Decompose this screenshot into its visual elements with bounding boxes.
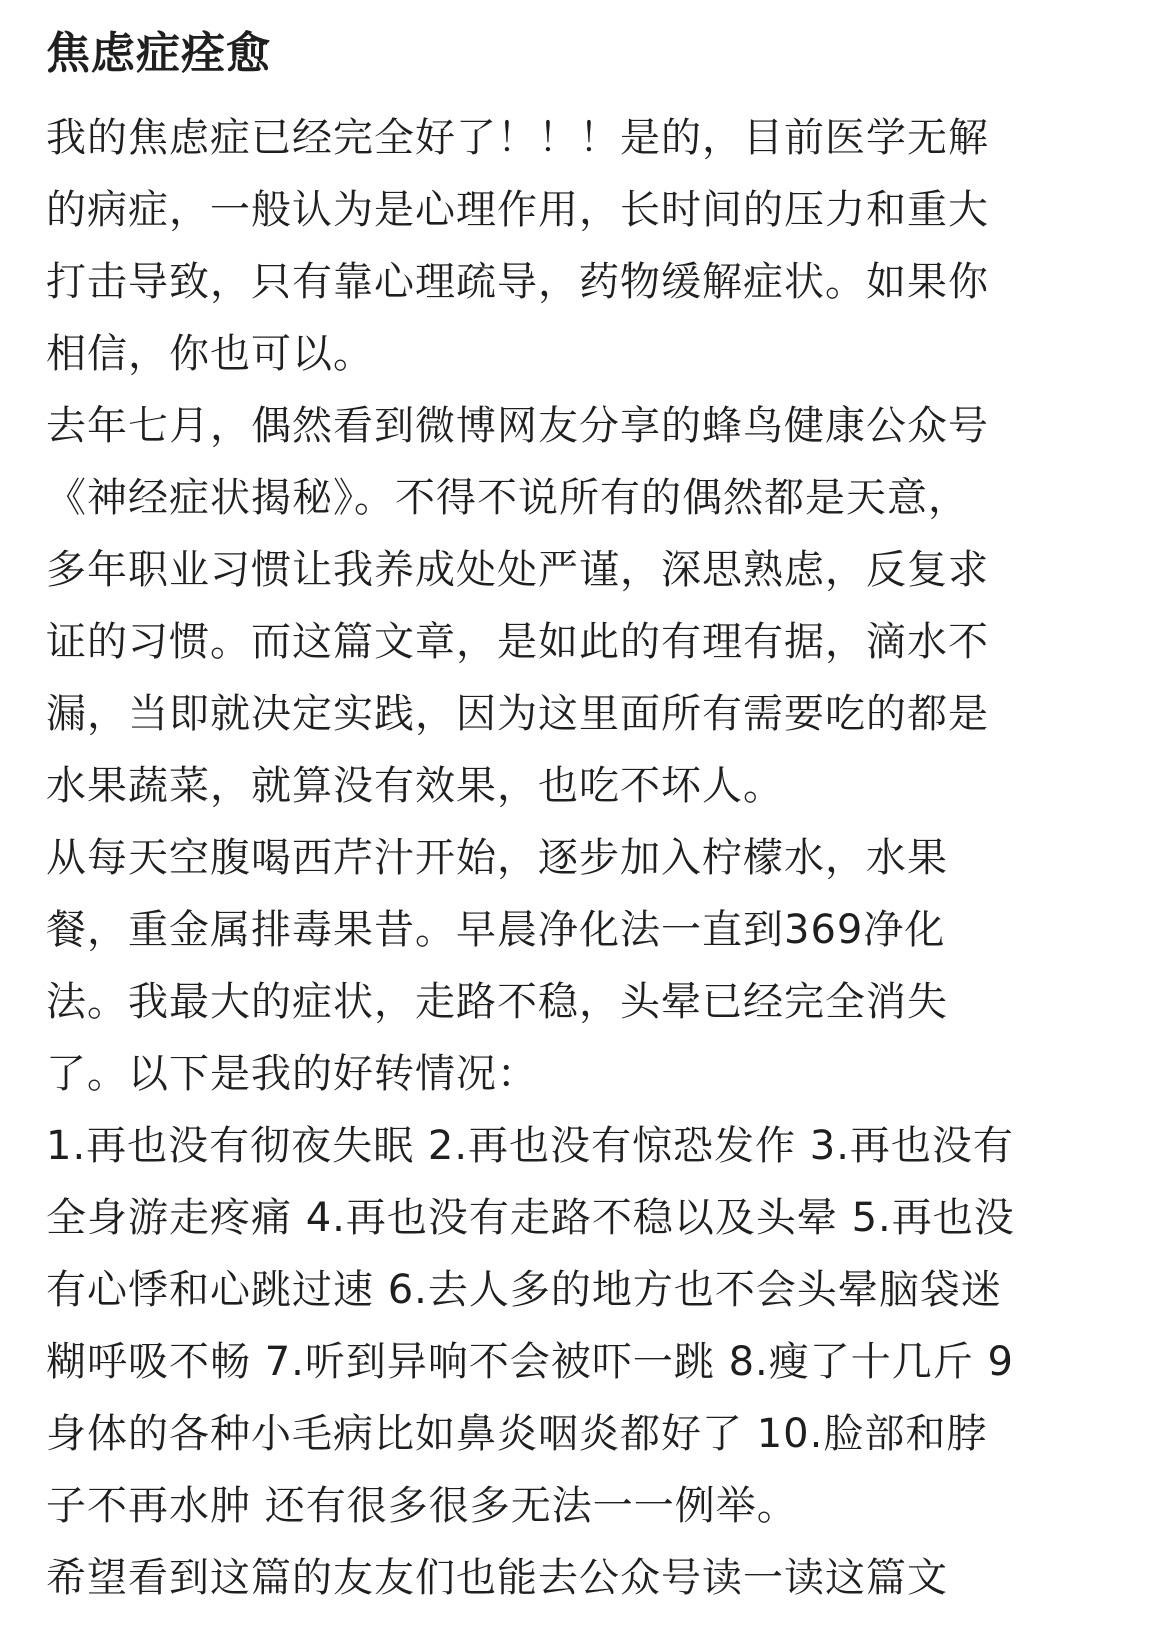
post-title: 焦虑症痊愈 [46, 28, 271, 79]
post-paragraph: 我的焦虑症已经完全好了！！！是的，目前医学无解 的病症，一般认为是心理作用，长时间的压力和重大 打击导致，只有靠心理疏导，药物缓解症状。如果你 相信，你也可以。 [46, 115, 989, 377]
post-paragraph: 希望看到这篇的友友们也能去公众号读一读这篇文 [46, 1555, 948, 1601]
post-paragraph: 1.再也没有彻夜失眠 2.再也没有惊恐发作 3.再也没有 全身游走疼痛 4.再也没有走路不稳以及头晕 5.再也没 有心悸和心跳过速 6.去人多的地方也不会头晕脑袋迷 糊呼吸不畅 7.听到异响不会被吓一跳 8.瘦了十几斤 9 身体的各种小毛病比如鼻炎咽炎都好了 10.脸部和脖 子不再水肿 还有很多很多无法一一例举。 [46, 1123, 1015, 1529]
post-paragraph: 从每天空腹喝西芹汁开始，逐步加入柠檬水，水果 餐，重金属排毒果昔。早晨净化法一直到369净化 法。我最大的症状，走路不稳，头晕已经完全消失 了。以下是我的好转情况： [46, 835, 948, 1097]
post-body [46, 102, 1146, 1614]
post-paragraph: 去年七月，偶然看到微博网友分享的蜂鸟健康公众号 《神经症状揭秘》。不得不说所有的偶然都是天意， 多年职业习惯让我养成处处严谨，深思熟虑，反复求 证的习惯。而这篇文章，是如此的有理有据，滴水不 漏，当即就决定实践，因为这里面所有需要吃的都是 水果蔬菜，就算没有效果，也吃不坏人。 [46, 403, 989, 809]
post [46, 26, 1146, 1614]
